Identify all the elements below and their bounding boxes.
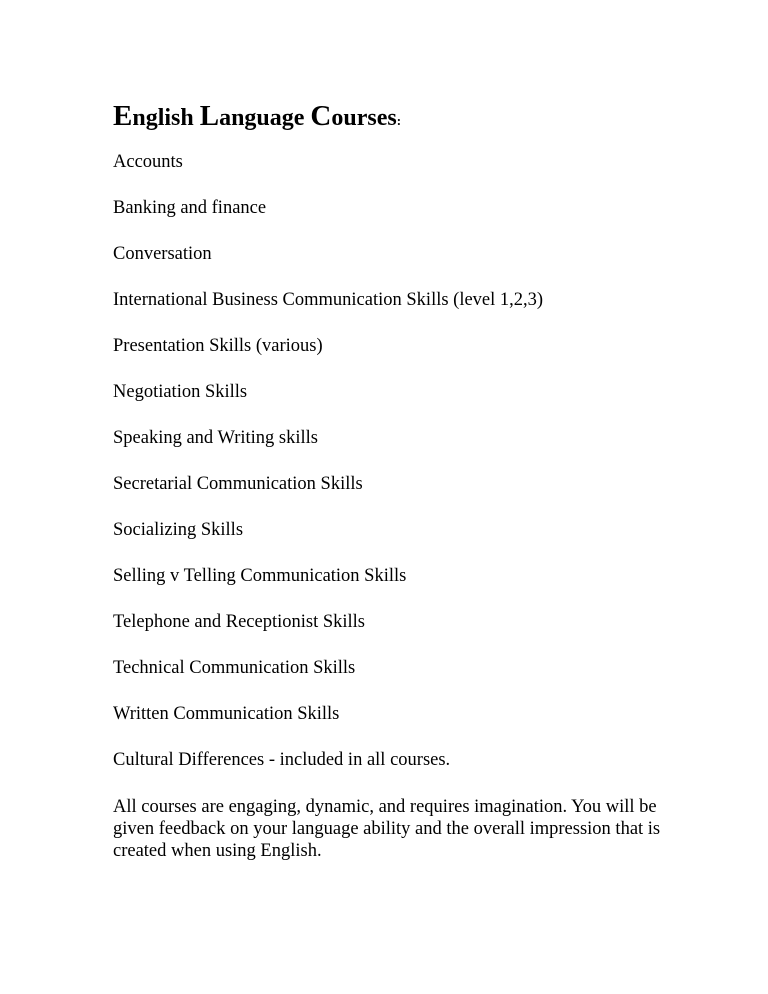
course-item: International Business Communication Skills (level 1,2,3): [113, 290, 544, 310]
course-description: All courses are engaging, dynamic, and requires imagination. You will be given feedback on your language ability and the overall impression that is created when using English.: [113, 797, 661, 861]
title-initial-l: L: [199, 100, 220, 132]
course-item: Negotiation Skills: [113, 382, 248, 402]
course-item: Written Communication Skills: [113, 704, 340, 724]
course-item: Presentation Skills (various): [113, 336, 323, 356]
title-initial-c: C: [310, 100, 332, 132]
course-item: Cultural Differences - included in all courses.: [113, 750, 451, 770]
course-item: Socializing Skills: [113, 520, 244, 540]
title-initial-e: E: [113, 100, 133, 132]
title-word-english: nglish: [132, 105, 200, 131]
course-item: Accounts: [113, 152, 183, 172]
course-item: Speaking and Writing skills: [113, 428, 318, 448]
title-word-language: anguage: [219, 105, 311, 131]
course-item: Technical Communication Skills: [113, 658, 356, 678]
course-item: Telephone and Receptionist Skills: [113, 612, 366, 632]
title-word-courses: ourses: [331, 105, 397, 131]
title-colon: :: [396, 113, 402, 128]
course-item: Conversation: [113, 244, 212, 264]
course-item: Selling v Telling Communication Skills: [113, 566, 407, 586]
page-title: [113, 98, 401, 131]
course-item: Banking and finance: [113, 198, 267, 218]
course-list: [113, 152, 543, 796]
course-item: Secretarial Communication Skills: [113, 474, 363, 494]
